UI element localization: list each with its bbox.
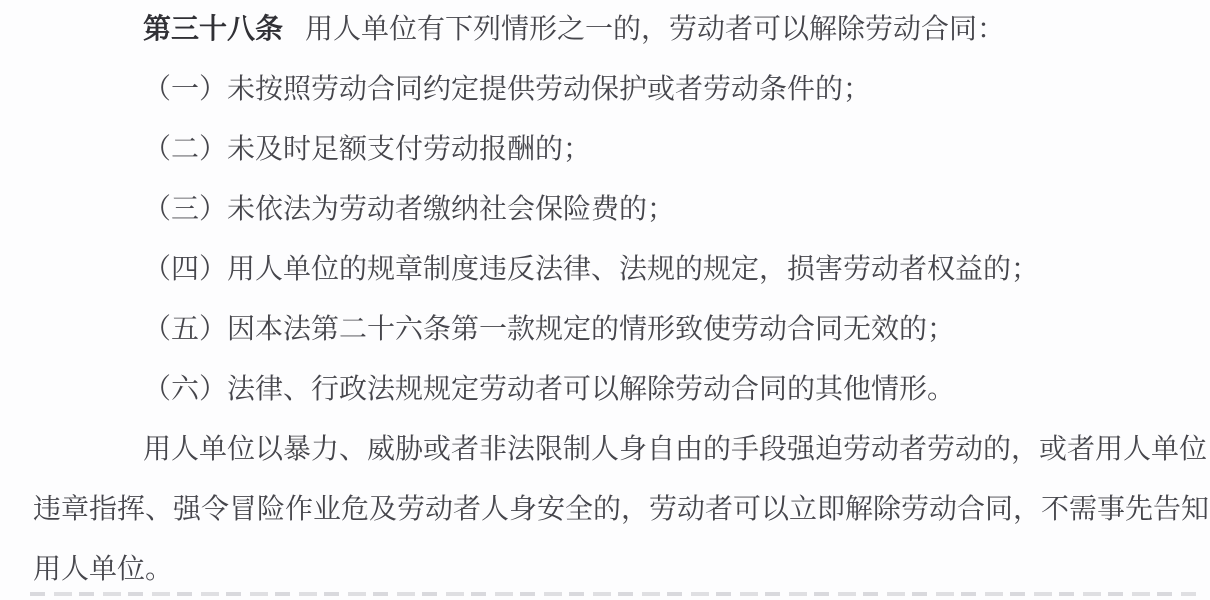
list-item [33,300,1186,360]
item-text: 未及时足额支付劳动报酬的； [227,134,592,165]
list-item [33,240,1186,300]
closing-paragraph-line: 用人单位。 [33,554,174,585]
item-text: 法律、行政法规规定劳动者可以解除劳动合同的其他情形。 [227,374,956,405]
closing-paragraph-line: 违章指挥、强令冒险作业危及劳动者人身安全的，劳动者可以立即解除劳动合同，不需事先告知 [33,494,1210,525]
closing-paragraph [33,420,1210,600]
article-number: 第三十八条 [143,14,284,45]
item-label: （一） [143,74,228,105]
item-text: 因本法第二十六条第一款规定的情形致使劳动合同无效的； [227,314,956,345]
item-text: 用人单位的规章制度违反法律、法规的规定，损害劳动者权益的； [227,254,1040,285]
list-item [33,360,1186,420]
list-item [33,180,1186,240]
item-text: 未按照劳动合同约定提供劳动保护或者劳动条件的； [227,74,872,105]
item-label: （二） [143,134,228,165]
list-item [33,120,1186,180]
document-page [33,0,1210,600]
item-text: 未依法为劳动者缴纳社会保险费的； [227,194,676,225]
item-label: （四） [143,254,228,285]
list-item [33,60,1186,120]
cropped-next-line-glyph-tops [30,592,1196,596]
closing-paragraph-line: 用人单位以暴力、威胁或者非法限制人身自由的手段强迫劳动者劳动的，或者用人单位 [143,434,1208,465]
item-label: （三） [143,194,228,225]
article-intro: 用人单位有下列情形之一的，劳动者可以解除劳动合同： [305,14,1006,45]
item-label: （六） [143,374,228,405]
article-heading [33,0,1186,60]
item-label: （五） [143,314,228,345]
